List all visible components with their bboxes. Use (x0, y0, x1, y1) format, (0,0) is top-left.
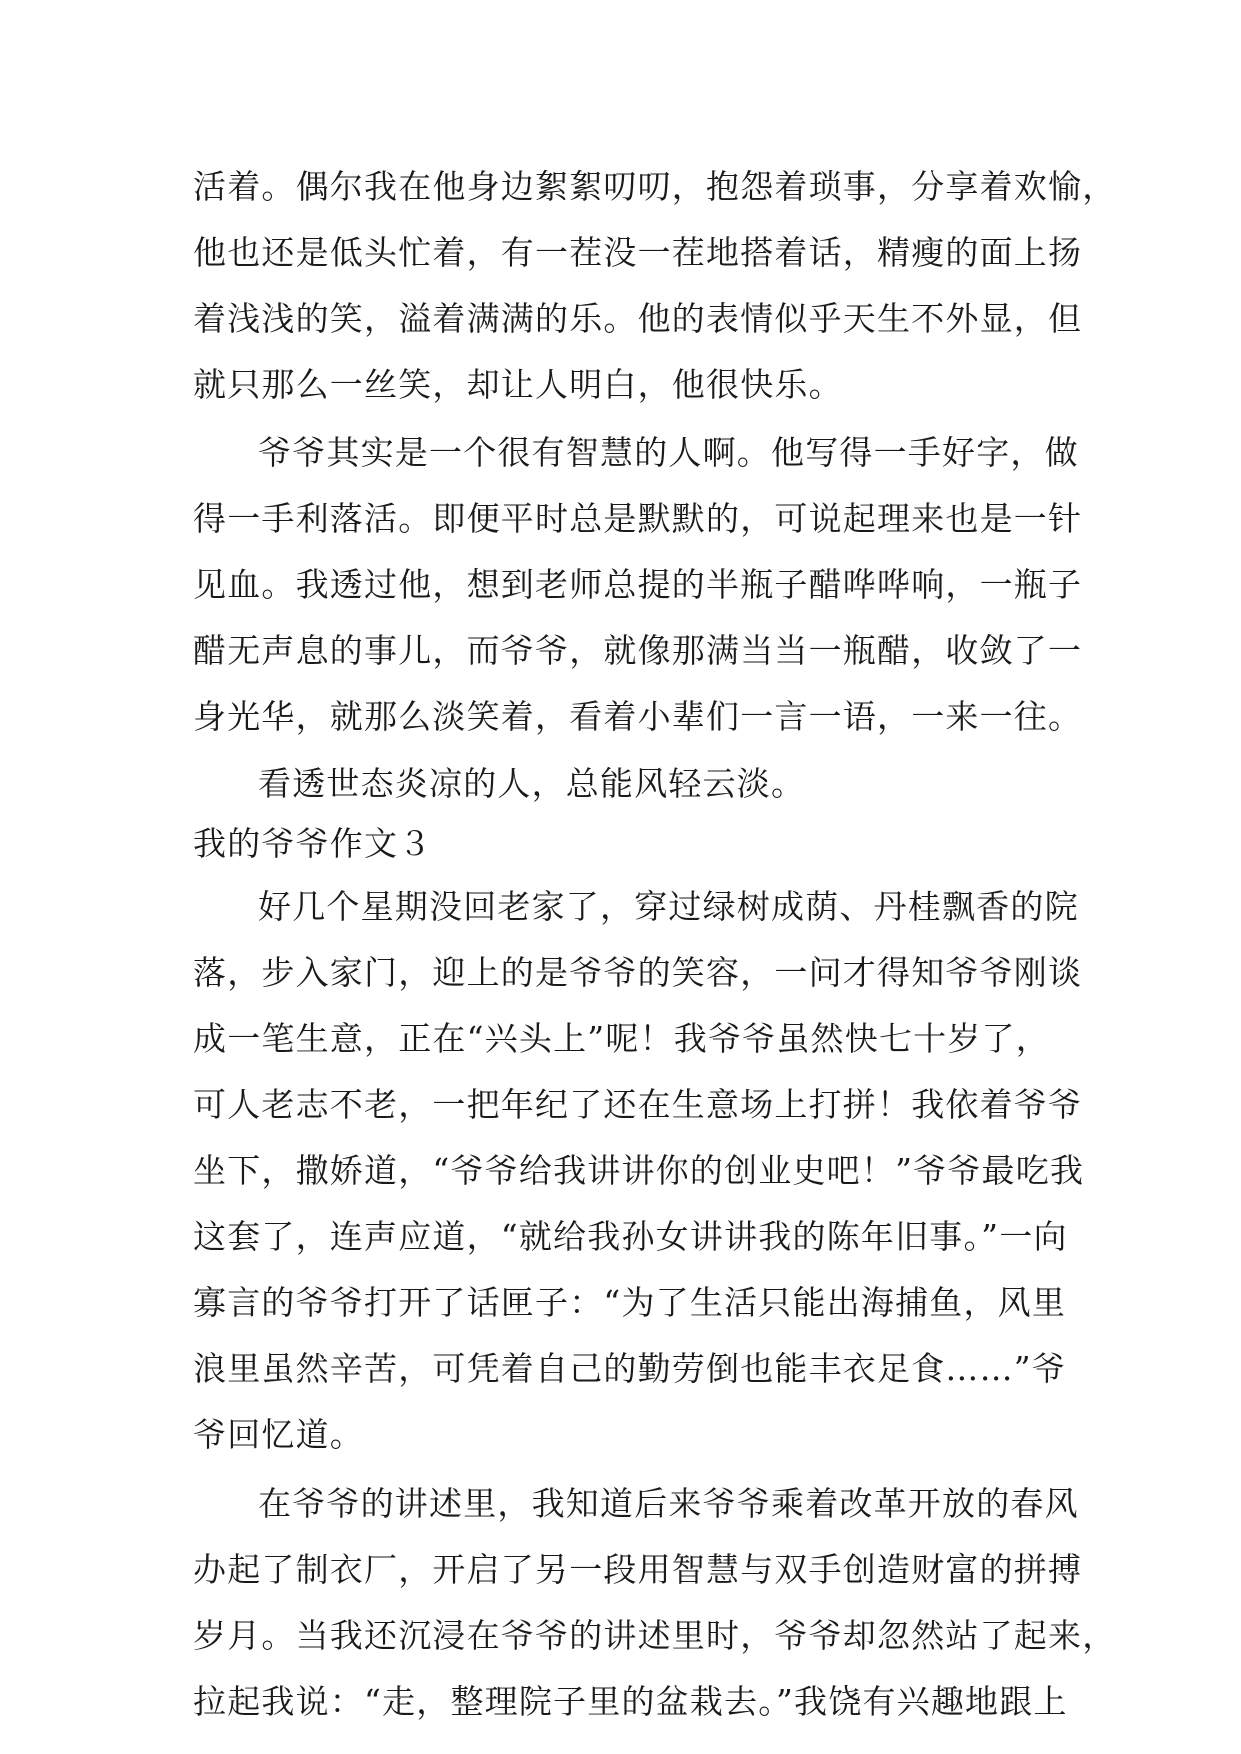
text-line: 办起了制衣厂，开启了另一段用智慧与双手创造财富的拼搏 (193, 1550, 1083, 1589)
text-line: 拉起我说：“走，整理院子里的盆栽去。”我饶有兴趣地跟上 (193, 1682, 1068, 1721)
text-line: 浪里虽然辛苦，可凭着自己的勤劳倒也能丰衣足食……”爷 (193, 1349, 1067, 1388)
paragraph-start-line: 看透世态炎凉的人，总能风轻云淡。 (258, 764, 806, 803)
text-line: 岁月。当我还沉浸在爷爷的讲述里时，爷爷却忽然站了起来， (193, 1616, 1117, 1655)
text-line: 成一笔生意，正在“兴头上”呢！我爷爷虽然快七十岁了， (193, 1019, 1050, 1058)
text-line: 醋无声息的事儿，而爷爷，就像那满当当一瓶醋，收敛了一 (193, 631, 1083, 670)
paragraph-start-line: 好几个星期没回老家了，穿过绿树成荫、丹桂飘香的院 (258, 887, 1079, 926)
section-title: 我的爷爷作文３ (193, 824, 433, 863)
text-line: 寡言的爷爷打开了话匣子：“为了生活只能出海捕鱼，风里 (193, 1283, 1067, 1322)
text-line: 着浅浅的笑，溢着满满的乐。他的表情似乎天生不外显，但 (193, 299, 1083, 338)
text-line: 可人老志不老，一把年纪了还在生意场上打拼！我依着爷爷 (193, 1085, 1083, 1124)
text-line: 爷回忆道。 (193, 1415, 364, 1454)
paragraph-start-line: 爷爷其实是一个很有智慧的人啊。他写得一手好字，做 (258, 433, 1079, 472)
paragraph-start-line: 在爷爷的讲述里，我知道后来爷爷乘着改革开放的春风 (258, 1484, 1079, 1523)
text-line: 就只那么一丝笑，却让人明白，他很快乐。 (193, 365, 843, 404)
text-line: 他也还是低头忙着，有一茬没一茬地搭着话，精瘦的面上扬 (193, 233, 1083, 272)
text-line: 见血。我透过他，想到老师总提的半瓶子醋哗哗响，一瓶子 (193, 565, 1083, 604)
text-line: 活着。偶尔我在他身边絮絮叨叨，抱怨着琐事，分享着欢愉， (193, 167, 1117, 206)
text-line: 身光华，就那么淡笑着，看着小辈们一言一语，一来一往。 (193, 697, 1083, 736)
text-line: 落，步入家门，迎上的是爷爷的笑容，一问才得知爷爷刚谈 (193, 953, 1083, 992)
text-line: 坐下，撒娇道，“爷爷给我讲讲你的创业史吧！”爷爷最吃我 (193, 1151, 1085, 1190)
text-line: 这套了，连声应道，“就给我孙女讲讲我的陈年旧事。”一向 (193, 1217, 1068, 1256)
text-line: 得一手利落活。即便平时总是默默的，可说起理来也是一针 (193, 499, 1083, 538)
